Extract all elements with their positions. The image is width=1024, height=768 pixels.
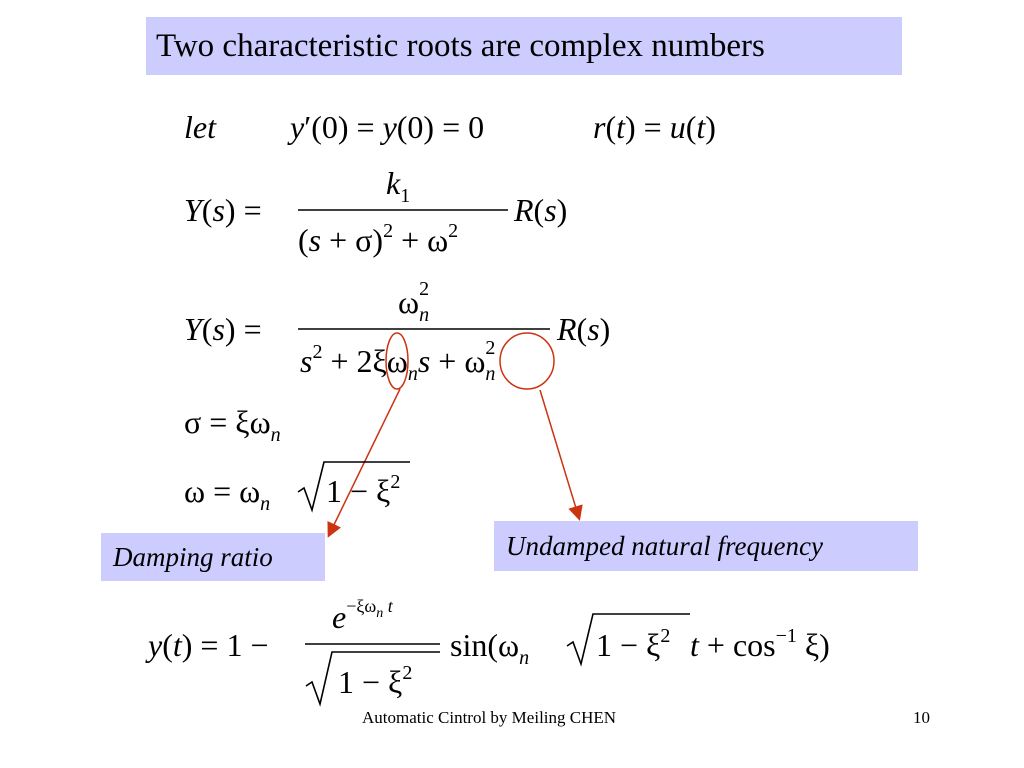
omega-definition-lhs: $\omega = \omega_n$ bbox=[184, 473, 271, 515]
let-keyword: let bbox=[184, 109, 216, 145]
response-denominator: $1 - \xi^2$ bbox=[338, 662, 413, 700]
transfer-1-numerator: $k_1$ bbox=[386, 165, 411, 207]
input-definition: r(t) = u(t) bbox=[593, 109, 716, 145]
equation-sigma bbox=[184, 404, 281, 446]
response-numerator: $e^{-\xi\omega}n$ t bbox=[332, 596, 393, 635]
transfer-2-denominator: $s^2 + 2\xi\omega_ns + \omega_n2$ bbox=[300, 337, 496, 385]
undamped-natural-frequency-label: Undamped natural frequency bbox=[494, 521, 918, 571]
transfer-1-lhs: Y(s) = bbox=[184, 192, 262, 228]
initial-conditions: y′(0) = y(0) = 0 bbox=[290, 109, 485, 145]
equation-omega bbox=[184, 462, 410, 515]
page-number: 10 bbox=[913, 708, 930, 727]
natural-frequency-arrow bbox=[540, 390, 579, 518]
sigma-definition: $\sigma = \xi\omega_n$ bbox=[184, 404, 281, 446]
equation-let bbox=[184, 109, 716, 145]
response-sine-radicand: $1 - \xi^2$ bbox=[596, 625, 671, 663]
equation-transfer-1 bbox=[184, 165, 567, 258]
transfer-1-denominator: $(s + \sigma)^2 + \omega^2$ bbox=[298, 220, 459, 258]
equation-response bbox=[145, 596, 830, 704]
transfer-2-numerator: $\omega_n2$ bbox=[398, 278, 430, 326]
slide-title: Two characteristic roots are complex numbers bbox=[146, 17, 902, 75]
transfer-2-lhs: Y(s) = bbox=[184, 311, 262, 347]
response-lhs: y(t) = 1 − bbox=[148, 627, 269, 663]
equation-transfer-2 bbox=[184, 278, 610, 385]
damping-ratio-label: Damping ratio bbox=[101, 533, 325, 581]
transfer-1-rhs: R(s) bbox=[514, 192, 568, 228]
response-sine-part: $\sin(\omega_n$ bbox=[450, 627, 530, 669]
omega-definition-radicand: $1 - \xi^2$ bbox=[326, 471, 401, 509]
omega-n-squared-highlight-circle bbox=[500, 333, 554, 389]
footer-text: Automatic Cintrol by Meiling CHEN bbox=[362, 708, 617, 727]
transfer-2-rhs: R(s) bbox=[557, 311, 611, 347]
response-sine-tail: $t + \cos^{-1} \xi$) bbox=[690, 625, 830, 663]
